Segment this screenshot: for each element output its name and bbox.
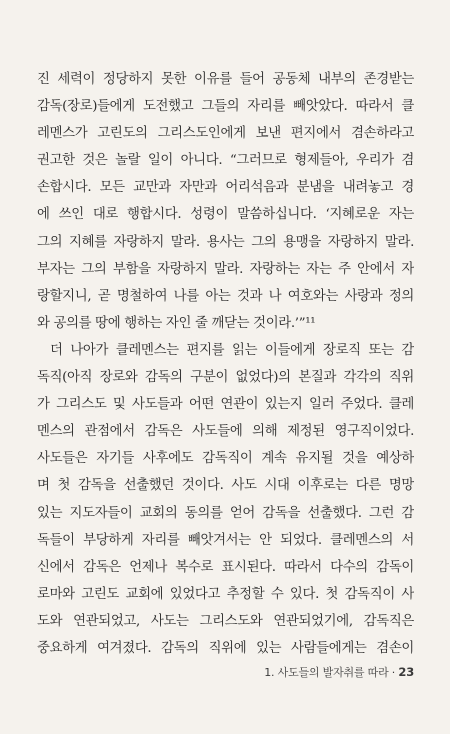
text-line: 와 공의를 땅에 행하는 자인 줄 깨닫는 것이라.’”¹¹: [37, 315, 316, 331]
text-line: 그의 지혜를 자랑하지 말라. 용사는 그의 용맹을 자랑하지 말라.: [37, 234, 414, 250]
text-line: 레멘스가 고린도의 그리스도인에게 보낸 편지에서 겸손하라고: [37, 126, 414, 142]
text-line: 권고한 것은 놀랄 일이 아니다. “그러므로 형제들아, 우리가 겸: [37, 153, 414, 169]
text-line: 도와 연관되었고, 사도는 그리스도와 연관되었기에, 감독직은: [37, 613, 414, 629]
text-line: 며 첫 감독을 선출했던 것이다. 사도 시대 이후로는 다른 명망: [37, 478, 414, 494]
text-line: 감독(장로)들에게 도전했고 그들의 자리를 빼앗았다. 따라서 클: [37, 99, 414, 115]
text-line: 가 그리스도 및 사도들과 어떤 연관이 있는지 일러 주었다. 클레: [37, 397, 414, 413]
text-line: 부자는 그의 부함을 자랑하지 말라. 자랑하는 자는 주 안에서 자: [37, 261, 414, 277]
text-line: 랑할지니, 곧 명철하여 나를 아는 것과 나 여호와는 사랑과 정의: [37, 288, 414, 304]
text-line: 멘스의 관점에서 감독은 사도들에 의해 제정된 영구직이었다.: [37, 424, 414, 440]
text-line: 있는 지도자들이 교회의 동의를 얻어 감독을 선출했다. 그런 감: [37, 505, 414, 521]
text-line: 중요하게 여겨졌다. 감독의 직위에 있는 사람들에게는 겸손이: [37, 640, 414, 656]
text-line: 독들이 부당하게 자리를 빼앗겨서는 안 되었다. 클레멘스의 서: [37, 532, 414, 548]
text-line: 진 세력이 정당하지 못한 이유를 들어 공동체 내부의 존경받는: [37, 72, 414, 87]
text-line: 손합시다. 모든 교만과 자만과 어리석음과 분냄을 내려놓고 경: [37, 180, 414, 196]
page-number: 23: [398, 665, 414, 679]
running-footer: [264, 664, 414, 680]
chapter-title: 1. 사도들의 발자취를 따라 ·: [264, 666, 396, 679]
text-line: 독직(아직 장로와 감독의 구분이 없었다)의 본질과 각각의 직위: [37, 370, 414, 386]
text-line: 신에서 감독은 언제나 복수로 표시된다. 따라서 다수의 감독이: [37, 559, 414, 575]
body-text: [37, 66, 414, 662]
paragraph-2: [37, 337, 414, 662]
text-line: 로마와 고린도 교회에 있었다고 추정할 수 있다. 첫 감독직이 사: [37, 586, 414, 602]
text-line: 사도들은 자기들 사후에도 감독직이 계속 유지될 것을 예상하: [37, 451, 414, 467]
text-line: 에 쓰인 대로 행합시다. 성령이 말씀하십니다. ‘지혜로운 자는: [37, 207, 414, 223]
text-line: 더 나아가 클레멘스는 편지를 읽는 이들에게 장로직 또는 감: [50, 342, 414, 358]
paragraph-1: [37, 66, 414, 337]
